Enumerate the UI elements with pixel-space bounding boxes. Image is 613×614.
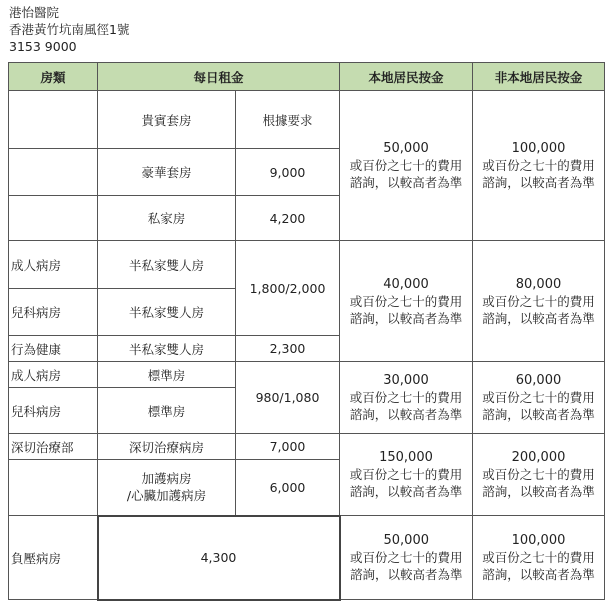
rate-cell: 9,000 bbox=[236, 149, 340, 196]
deposit-note: 或百份之七十的費用 bbox=[482, 390, 595, 405]
table-row bbox=[9, 516, 605, 600]
room-type-cell bbox=[9, 91, 98, 149]
rate-table bbox=[8, 62, 605, 601]
room-type-cell: 成人病房 bbox=[9, 362, 98, 388]
hospital-phone: 3153 9000 bbox=[9, 39, 77, 54]
deposit-note: 諮詢，以較高者為準 bbox=[482, 484, 595, 499]
hospital-name: 港怡醫院 bbox=[9, 5, 60, 20]
rate-cell: 根據要求 bbox=[236, 91, 340, 149]
header-local-deposit: 本地居民按金 bbox=[340, 63, 473, 91]
deposit-note: 或百份之七十的費用 bbox=[482, 550, 595, 565]
local-deposit-cell bbox=[340, 434, 473, 516]
table-header-row bbox=[9, 63, 605, 91]
room-name-cell bbox=[98, 460, 236, 516]
nonlocal-deposit-cell bbox=[473, 362, 605, 434]
nonlocal-deposit-cell bbox=[473, 241, 605, 362]
room-type-cell: 成人病房 bbox=[9, 241, 98, 289]
deposit-note: 或百份之七十的費用 bbox=[349, 158, 463, 173]
table-row bbox=[9, 434, 605, 460]
local-deposit-cell bbox=[340, 241, 473, 362]
deposit-note: 諮詢，以較高者為準 bbox=[349, 484, 463, 499]
local-deposit-cell bbox=[340, 91, 473, 241]
deposit-amount: 100,000 bbox=[511, 533, 566, 548]
deposit-amount: 40,000 bbox=[383, 276, 429, 292]
deposit-note: 諮詢，以較高者為準 bbox=[482, 310, 595, 326]
deposit-note: 或百份之七十的費用 bbox=[482, 293, 595, 309]
room-name-line: 加護病房 bbox=[141, 471, 192, 487]
room-name-cell: 私家房 bbox=[98, 196, 236, 241]
nonlocal-deposit-cell bbox=[473, 434, 605, 516]
rate-cell: 980/1,080 bbox=[236, 362, 340, 434]
deposit-note: 諮詢，以較高者為準 bbox=[349, 175, 463, 190]
deposit-note: 或百份之七十的費用 bbox=[349, 293, 463, 309]
room-name-cell: 貴賓套房 bbox=[98, 91, 236, 149]
deposit-note: 諮詢，以較高者為準 bbox=[349, 407, 463, 422]
rate-cell: 6,000 bbox=[236, 460, 340, 516]
room-type-cell: 兒科病房 bbox=[9, 289, 98, 336]
deposit-amount: 60,000 bbox=[515, 373, 562, 388]
deposit-note: 諮詢，以較高者為準 bbox=[349, 567, 463, 582]
local-deposit-cell bbox=[340, 516, 473, 600]
deposit-amount: 30,000 bbox=[383, 373, 429, 388]
room-type-cell bbox=[9, 196, 98, 241]
table-row bbox=[9, 241, 605, 289]
rate-cell: 7,000 bbox=[236, 434, 340, 460]
table-row bbox=[9, 362, 605, 388]
nonlocal-deposit-cell bbox=[473, 516, 605, 600]
deposit-note: 或百份之七十的費用 bbox=[482, 467, 595, 482]
deposit-note: 或百份之七十的費用 bbox=[349, 550, 463, 565]
deposit-note: 或百份之七十的費用 bbox=[349, 467, 463, 482]
room-name-cell: 半私家雙人房 bbox=[98, 241, 236, 289]
room-type-cell bbox=[9, 149, 98, 196]
deposit-note: 諮詢，以較高者為準 bbox=[349, 310, 463, 326]
deposit-note: 或百份之七十的費用 bbox=[349, 390, 463, 405]
rate-cell: 2,300 bbox=[236, 336, 340, 362]
rate-cell: 4,200 bbox=[236, 196, 340, 241]
room-name-cell: 半私家雙人房 bbox=[98, 336, 236, 362]
deposit-note: 諮詢，以較高者為準 bbox=[482, 407, 595, 422]
room-type-cell bbox=[9, 460, 98, 516]
room-name-cell: 半私家雙人房 bbox=[98, 289, 236, 336]
deposit-note: 諮詢，以較高者為準 bbox=[482, 175, 595, 190]
deposit-amount: 50,000 bbox=[383, 533, 429, 548]
deposit-amount: 200,000 bbox=[511, 450, 566, 465]
deposit-note: 或百份之七十的費用 bbox=[482, 158, 595, 173]
deposit-amount: 80,000 bbox=[515, 276, 562, 292]
rate-cell: 4,300 bbox=[98, 516, 340, 600]
room-type-cell: 行為健康 bbox=[9, 336, 98, 362]
deposit-amount: 50,000 bbox=[383, 141, 429, 156]
table-row bbox=[9, 91, 605, 149]
local-deposit-cell bbox=[340, 362, 473, 434]
hospital-address: 香港黃竹坑南風徑1號 bbox=[9, 22, 130, 37]
nonlocal-deposit-cell bbox=[473, 91, 605, 241]
rate-cell: 1,800/2,000 bbox=[236, 241, 340, 336]
room-type-cell: 兒科病房 bbox=[9, 388, 98, 434]
room-name-cell: 深切治療病房 bbox=[98, 434, 236, 460]
room-type-cell: 負壓病房 bbox=[9, 516, 98, 600]
header-daily-rate: 每日租金 bbox=[98, 63, 340, 91]
header-nonlocal-deposit: 非本地居民按金 bbox=[473, 63, 605, 91]
room-name-cell: 標準房 bbox=[98, 362, 236, 388]
room-name-line: /心臟加護病房 bbox=[126, 488, 207, 504]
room-name-cell: 豪華套房 bbox=[98, 149, 236, 196]
deposit-amount: 100,000 bbox=[511, 141, 566, 156]
deposit-note: 諮詢，以較高者為準 bbox=[482, 567, 595, 582]
header-room-type: 房類 bbox=[9, 63, 98, 91]
deposit-amount: 150,000 bbox=[379, 450, 433, 465]
room-name-cell: 標準房 bbox=[98, 388, 236, 434]
room-type-cell: 深切治療部 bbox=[9, 434, 98, 460]
